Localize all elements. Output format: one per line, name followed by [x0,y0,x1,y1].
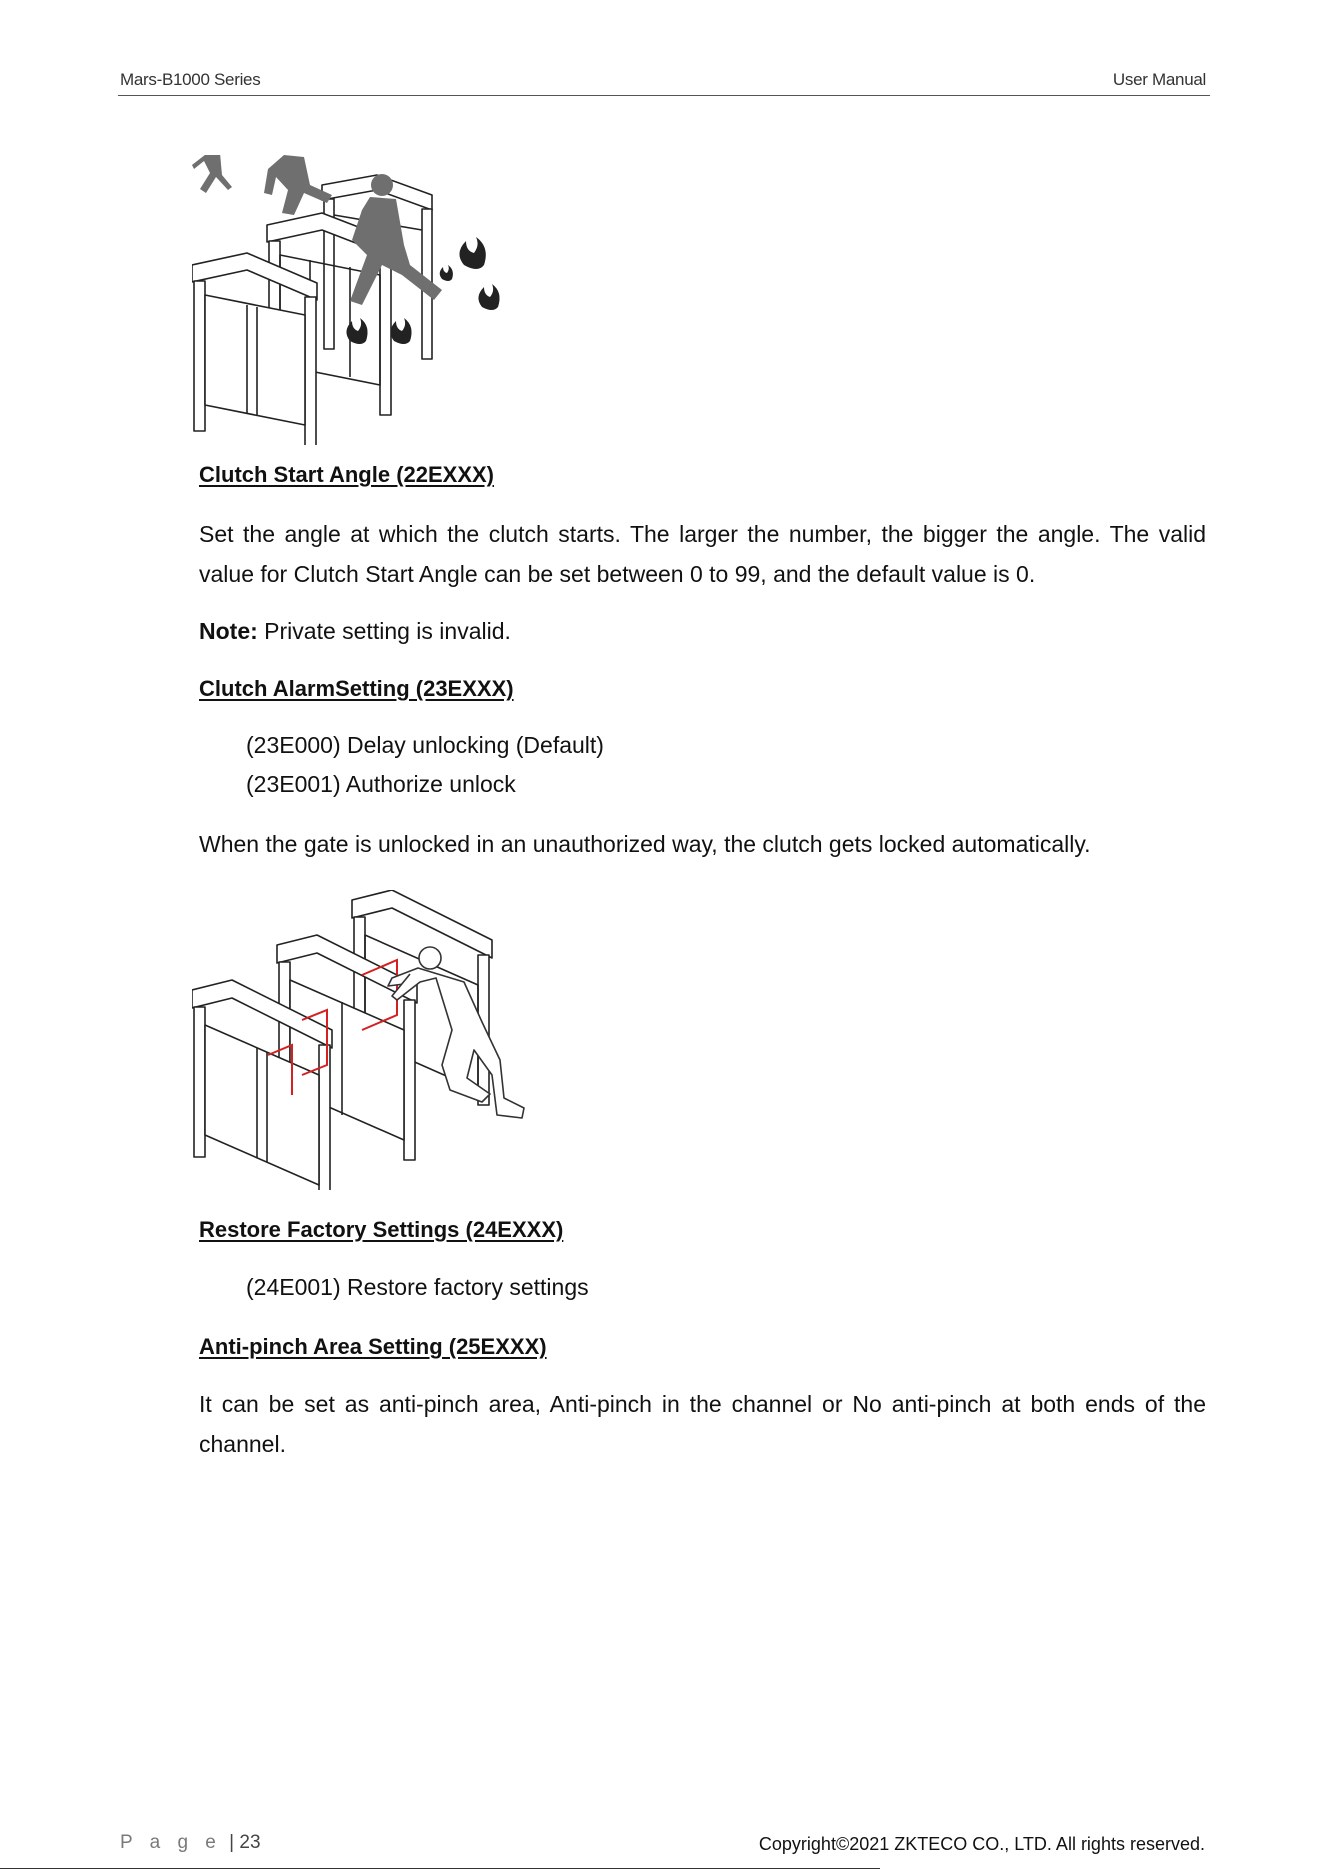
paragraph-clutch-alarm: When the gate is unlocked in an unauthorized way, the clutch gets locked automatically. [199,831,1091,857]
header-series-title: Mars-B1000 Series [120,70,261,89]
list-item: (23E000) Delay unlocking (Default) [246,732,604,758]
heading-clutch-start-angle: Clutch Start Angle (22EXXX) [199,462,495,487]
forced-push-gate-figure [192,890,582,1190]
note-text: Private setting is invalid. [257,618,511,644]
emergency-run-fire-figure [192,155,582,445]
heading-clutch-alarm-setting: Clutch AlarmSetting (23EXXX) [199,676,514,701]
header-doc-type: User Manual [1112,70,1206,89]
bottom-divider [0,1868,880,1869]
list-item: (23E001) Authorize unlock [246,771,516,797]
footer-page-number [120,1832,261,1854]
note-label: Note: [199,618,258,644]
heading-anti-pinch-area-setting: Anti-pinch Area Setting (25EXXX) [199,1334,547,1359]
heading-restore-factory-settings: Restore Factory Settings (24EXXX) [199,1217,564,1242]
page-number: | 23 [229,1832,261,1853]
paragraph-anti-pinch: It can be set as anti-pinch area, Anti-pinch in the channel or No anti-pinch at both ends of the channel. [199,1391,1206,1457]
paragraph-clutch-start-angle: Set the angle at which the clutch starts. The larger the number, the bigger the angle. The valid value for Clutch Start Angle can be set between 0 to 99, and the default value is 0. [199,521,1206,587]
note-private-setting [199,611,1206,651]
list-item: (24E001) Restore factory settings [246,1274,589,1300]
footer-copyright: Copyright©2021 ZKTECO CO., LTD. All rights reserved. [758,1834,1205,1854]
page-label: P a g e [120,1832,222,1853]
header-divider [118,95,1210,96]
